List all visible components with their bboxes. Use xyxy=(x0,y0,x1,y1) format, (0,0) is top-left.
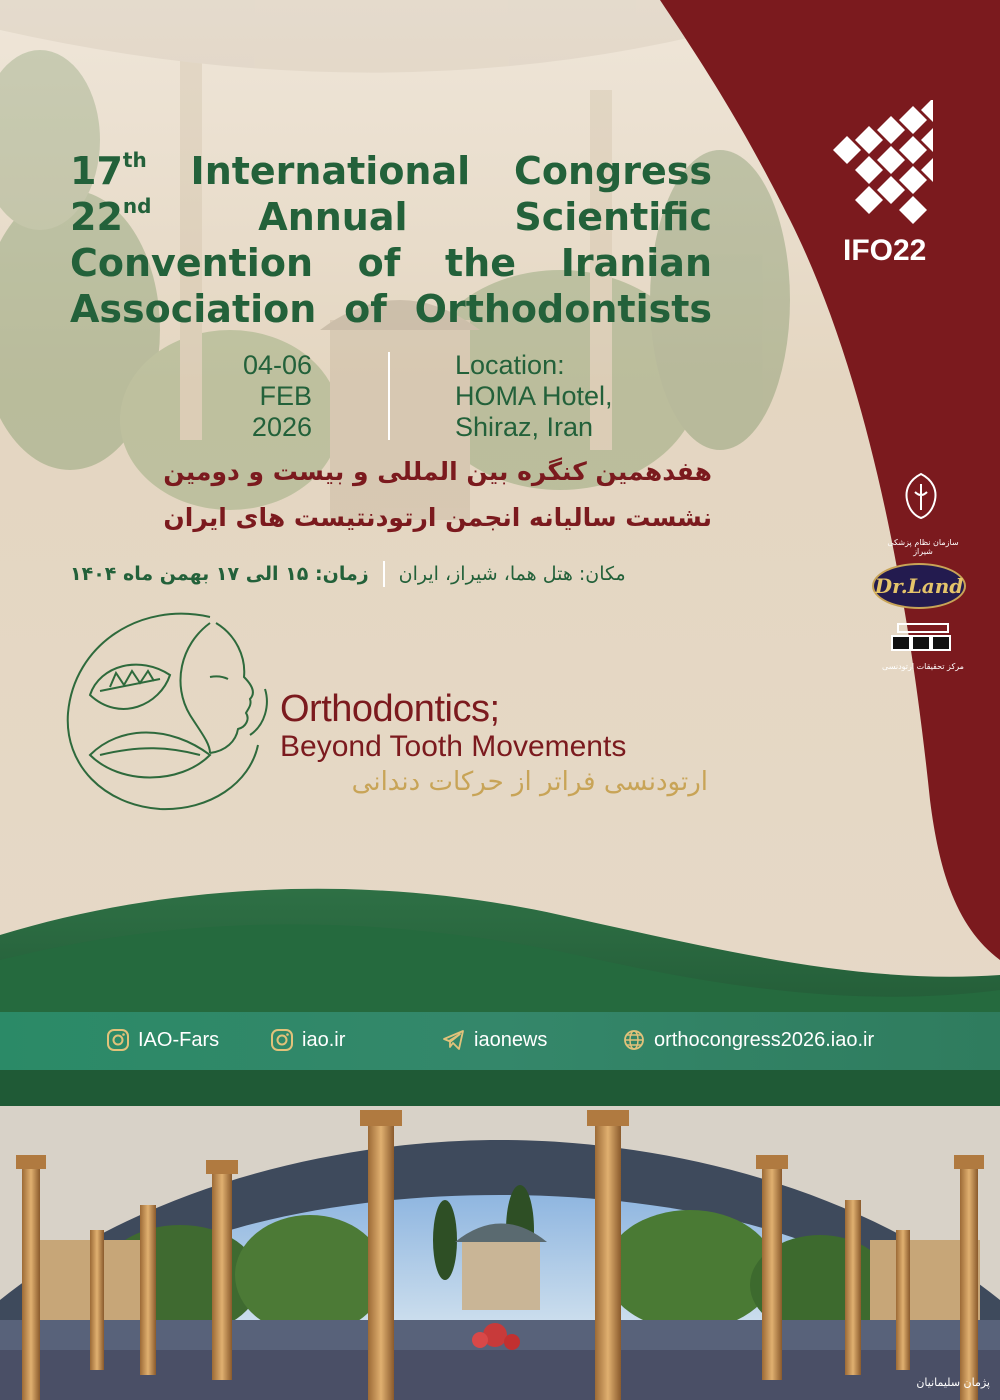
congress-title-line-1: 17th International Congress xyxy=(70,148,712,193)
persian-date-location xyxy=(70,556,712,592)
slogan-line-1: Orthodontics; xyxy=(280,688,500,730)
globe-icon xyxy=(622,1028,646,1052)
persian-title-line-1: هفدهمین کنگره بین المللی و بیست و دومین xyxy=(163,457,712,486)
persian-time: زمان: ۱۵ الی ۱۷ بهمن ماه ۱۴۰۴ xyxy=(70,563,369,585)
slogan-persian: ارتودنسی فراتر از حرکات دندانی xyxy=(351,767,708,797)
medical-council-logo xyxy=(893,470,949,540)
event-location xyxy=(455,350,695,443)
event-year: 2026 xyxy=(251,412,312,442)
instagram-icon xyxy=(270,1028,294,1052)
colonnade-photo xyxy=(0,1106,1000,1400)
instagram-link-iao[interactable] xyxy=(270,1022,345,1058)
ifo22-logo xyxy=(825,100,945,265)
event-month: FEB xyxy=(259,381,312,411)
medical-council-caption: سازمان نظام پزشکی شیراز xyxy=(887,538,959,556)
research-center-caption: مرکز تحقیقات ارتودنسی xyxy=(882,662,964,671)
telegram-handle: iaonews xyxy=(474,1028,548,1051)
telegram-icon xyxy=(442,1028,466,1052)
persian-place: مکان: هتل هما، شیراز، ایران xyxy=(398,563,626,585)
instagram-link-fars[interactable] xyxy=(106,1022,219,1058)
photo-credit: پژمان سلیمانیان xyxy=(916,1376,990,1389)
website-link[interactable] xyxy=(622,1022,874,1058)
congress-emblem xyxy=(60,605,275,815)
date-location-divider xyxy=(388,352,390,440)
location-city: Shiraz, Iran xyxy=(455,412,594,442)
instagram-handle-fars: IAO-Fars xyxy=(138,1028,220,1051)
congress-title-line-2: 22nd Annual Scientific xyxy=(70,194,712,239)
congress-title-line-4: Association of Orthodontists xyxy=(70,287,712,331)
persian-divider xyxy=(383,561,385,587)
dr-land-logo: Dr.Land xyxy=(872,563,966,609)
event-days: 04-06 xyxy=(242,350,312,380)
location-label: Location: xyxy=(455,350,565,380)
location-venue: HOMA Hotel, xyxy=(455,381,613,411)
diamond-pattern-icon xyxy=(833,100,933,224)
congress-title-line-3: Convention of the Iranian xyxy=(70,241,712,285)
telegram-link[interactable] xyxy=(442,1022,547,1058)
research-center-logo xyxy=(890,622,954,664)
slogan-line-2: Beyond Tooth Movements xyxy=(280,730,627,763)
website-url: orthocongress2026.iao.ir xyxy=(654,1028,875,1051)
instagram-handle-iao: iao.ir xyxy=(302,1028,346,1051)
persian-title-line-2: نشست سالیانه انجمن ارتودنتیست های ایران xyxy=(163,503,712,532)
instagram-icon xyxy=(106,1028,130,1052)
ifo22-logo-text: IFO22 xyxy=(843,234,927,265)
event-dates xyxy=(210,350,312,443)
